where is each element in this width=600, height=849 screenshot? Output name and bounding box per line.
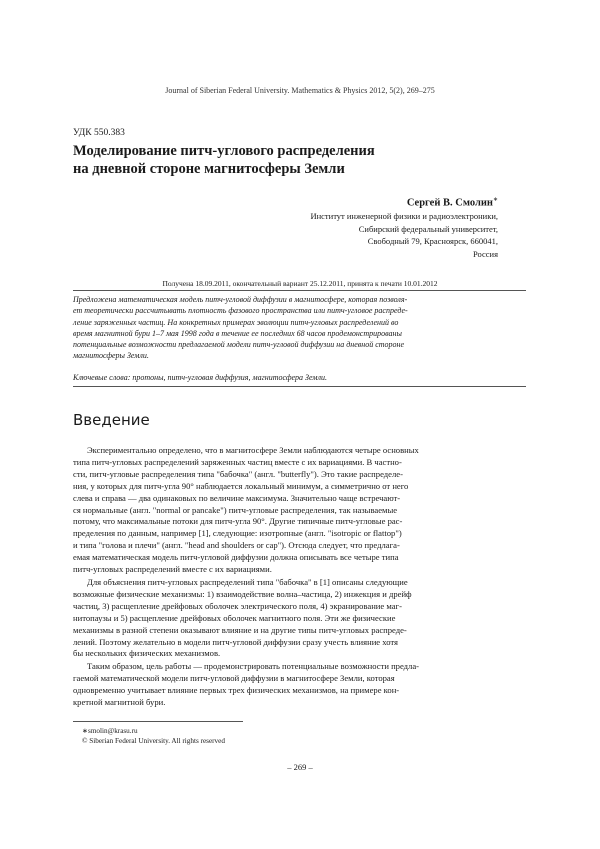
body-paragraph-3: [73, 661, 526, 709]
text-line: одновременно учитывает влияние первых трех физических механизмов, на примере кон-: [73, 684, 400, 695]
text-line: механизмы в разной степени оказывают влияние и на другие типы питч-угловых распреде-: [73, 624, 407, 635]
text-line: сти, питч-угловые распределения типа "бабочка" (англ. "butterfly"). Это такие распределе-: [73, 468, 403, 479]
text-line: Экспериментально определено, что в магнитосфере Земли наблюдаются четыре основных: [87, 445, 419, 455]
text-line: типа питч-угловых распределений заряженных частиц вместе с их вариациями. В частно-: [73, 456, 402, 467]
text-line: возможные физические механизмы: 1) взаимодействие волна–частица, 2) инжекция и дрейф: [73, 588, 412, 599]
text-line: питч-угловых распределений вместе с их вариациями.: [73, 564, 272, 575]
text-line: нитопаузы и 5) расщепление дрейфовых оболочек магнитного поля. Эти же физические: [73, 612, 396, 623]
text-line: кретной магнитной бури.: [73, 696, 166, 707]
text-line: и типа "голова и плечи" (англ. "head and shoulders or cap"). Отсюда следует, что предлага-: [73, 540, 400, 551]
text-line: гаемой математической модели питч-угловой диффузии в магнитосфере Земли, которая: [73, 672, 395, 683]
abstract: [73, 294, 526, 362]
author-footnote-mark: ∗: [492, 197, 498, 203]
text-line: Для объяснения питч-угловых распределений типа "бабочка" в [1] описаны следующие: [87, 577, 408, 587]
section-heading: Введение: [73, 411, 150, 429]
title-line-1: Моделирование питч-углового распределения: [73, 143, 375, 159]
abstract-line: ет теоретически рассчитывать плотность фазового пространства или питч-угловое распреде-: [73, 306, 408, 316]
abstract-line: ление заряженных частиц. На конкретных примерах эволюции питч-угловых распределений во: [73, 317, 399, 327]
udk-code: УДК 550.383: [73, 128, 125, 138]
text-line: ся нормальные (англ. "normal or pancake") питч-угловые распределения, так называемые: [73, 504, 398, 515]
author-name: Сергей В. Смолин: [406, 197, 493, 209]
affiliation-line: Свободный 79, Красноярск, 660041,: [367, 236, 498, 246]
affiliation-line: Сибирский федеральный университет,: [358, 223, 498, 234]
footnotes: [82, 726, 225, 746]
affiliation-line: Институт инженерной физики и радиоэлектроники,: [310, 211, 498, 221]
body-paragraph-2: [73, 577, 526, 660]
received-dates: Получена 18.09.2011, окончательный вариант 25.12.2011, принята к печати 10.01.2012: [162, 279, 438, 288]
affiliation: [310, 210, 498, 260]
footnote-email: ∗smolin@krasu.ru: [82, 727, 138, 735]
footnote-copyright: © Siberian Federal University. All rights reserved: [82, 737, 225, 745]
text-line: частиц, 3) расщепление дрейфовых оболочек электрического поля, 4) экранирование маг-: [73, 600, 402, 611]
text-line: ния, у которых для питч-угла 90° наблюдается локальный минимум, а симметрично от него: [73, 480, 409, 491]
page-number: – 269 –: [287, 762, 313, 772]
abstract-bottom-rule: [73, 386, 526, 387]
abstract-top-rule: [73, 290, 526, 291]
journal-header: Journal of Siberian Federal University. Mathematics & Physics 2012, 5(2), 269–275: [165, 86, 435, 95]
text-line: пределения по данным, например [1], следующие: изотропные (англ. "isotropic or flattop"): [73, 528, 402, 539]
text-line: слева и справа — два одинаковых по величине максимума. Значительно чаще встречают-: [73, 492, 401, 503]
paper-title: [73, 142, 533, 178]
abstract-line: потенциальные возможности предлагаемой модели питч-угловой диффузии на дневной стороне: [73, 340, 405, 350]
abstract-line: магнитосферы Земли.: [73, 351, 149, 361]
text-line: емая математическая модель питч-угловой диффузии должна описывать все четыре типа: [73, 552, 399, 563]
text-line: бы нескольких физических механизмов.: [73, 648, 221, 659]
affiliation-line: Россия: [473, 248, 498, 259]
author: [407, 196, 498, 209]
text-line: Таким образом, цель работы — продемонстрировать потенциальные возможности предла-: [87, 661, 420, 671]
title-line-2: на дневной стороне магнитосферы Земли: [73, 161, 345, 177]
abstract-line: время магнитной бури 1–7 мая 1998 года в течение ее последних 68 часов продемонстрированы: [73, 328, 402, 338]
text-line: лений. Поэтому желательно в модели питч-угловой диффузии сразу учесть влияние хотя: [73, 636, 399, 647]
text-line: потому, что максимальные потоки для питч-угла 90°. Другие типичные питч-угловые рас-: [73, 516, 403, 527]
footnote-rule: [73, 721, 243, 722]
keywords: Ключевые слова: протоны, питч-угловая диффузия, магнитосфера Земли.: [73, 373, 327, 382]
body-paragraph-1: [73, 445, 526, 576]
abstract-line: Предложена математическая модель питч-угловой диффузии в магнитосфере, которая позволя-: [73, 295, 408, 304]
